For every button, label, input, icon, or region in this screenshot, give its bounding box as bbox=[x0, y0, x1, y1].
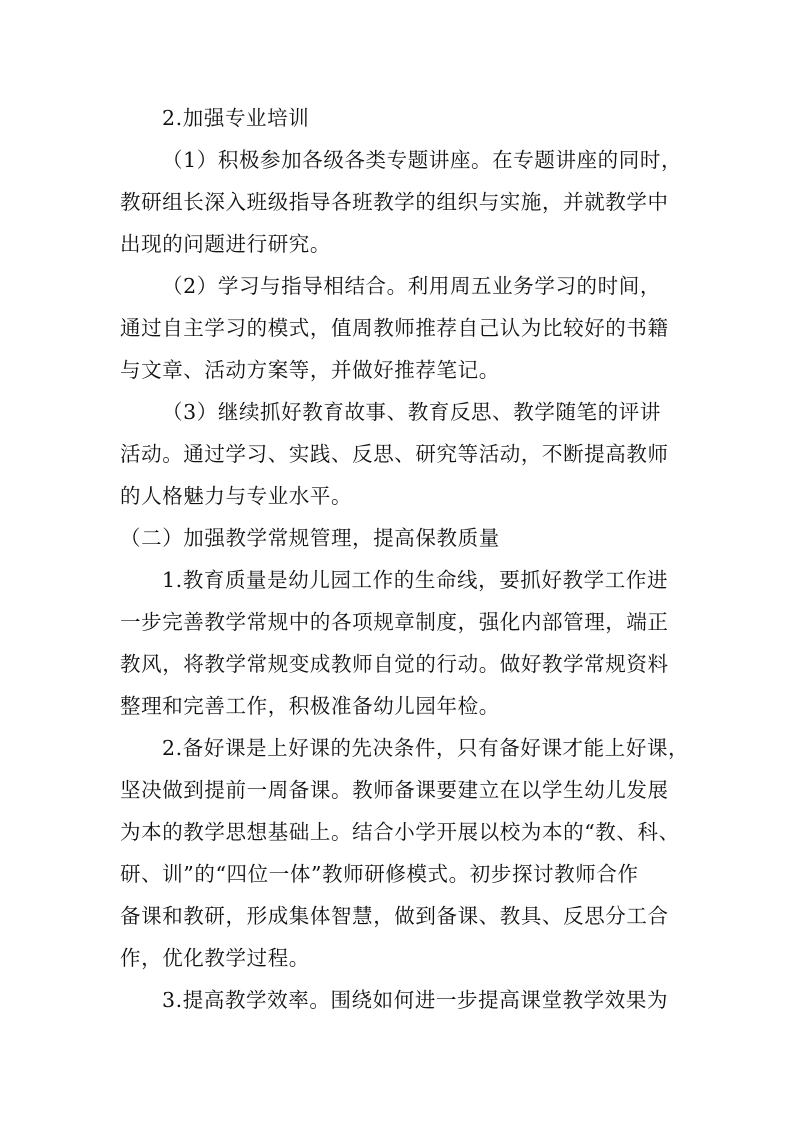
section-heading-routine-management: （二）加强教学常规管理，提高保教质量 bbox=[120, 526, 500, 550]
paragraph-line: （3）继续抓好教育故事、教育反思、教学随笔的评讲 bbox=[162, 400, 661, 424]
paragraph-line: 出现的问题进行研究。 bbox=[120, 232, 331, 256]
paragraph-line: （2）学习与指导相结合。利用周五业务学习的时间， bbox=[162, 274, 661, 298]
paragraph-line: 与文章、活动方案等，并做好推荐笔记。 bbox=[120, 358, 500, 382]
paragraph-line: 备课和教研，形成集体智慧，做到备课、教具、反思分工合 bbox=[120, 904, 669, 928]
paragraph-line: 研、训”的“四位一体”教师研修模式。初步探讨教师合作 bbox=[120, 862, 639, 886]
paragraph-line: 坚决做到提前一周备课。教师备课要建立在以学生幼儿发展 bbox=[120, 778, 669, 802]
paragraph-line: 教研组长深入班级指导各班教学的组织与实施，并就教学中 bbox=[120, 190, 669, 214]
section-heading-training: 2.加强专业培训 bbox=[162, 106, 310, 130]
paragraph-line: 2.备好课是上好课的先决条件，只有备好课才能上好课， bbox=[162, 736, 690, 760]
paragraph-line: 1.教育质量是幼儿园工作的生命线，要抓好教学工作进 bbox=[162, 568, 669, 592]
paragraph-line: 一步完善教学常规中的各项规章制度，强化内部管理，端正 bbox=[120, 610, 669, 634]
paragraph-line: 为本的教学思想基础上。结合小学开展以校为本的“教、科、 bbox=[120, 820, 680, 844]
paragraph-line: 通过自主学习的模式，值周教师推荐自己认为比较好的书籍 bbox=[120, 316, 669, 340]
paragraph-line: 作，优化教学过程。 bbox=[120, 946, 310, 970]
paragraph-line: 整理和完善工作，积极准备幼儿园年检。 bbox=[120, 694, 500, 718]
paragraph-line: （1）积极参加各级各类专题讲座。在专题讲座的同时， bbox=[162, 148, 683, 172]
paragraph-line: 3.提高教学效率。围绕如何进一步提高课堂教学效果为 bbox=[162, 988, 669, 1012]
paragraph-line: 活动。通过学习、实践、反思、研究等活动，不断提高教师 bbox=[120, 442, 669, 466]
paragraph-line: 教风，将教学常规变成教师自觉的行动。做好教学常规资料 bbox=[120, 652, 669, 676]
paragraph-line: 的人格魅力与专业水平。 bbox=[120, 484, 353, 508]
